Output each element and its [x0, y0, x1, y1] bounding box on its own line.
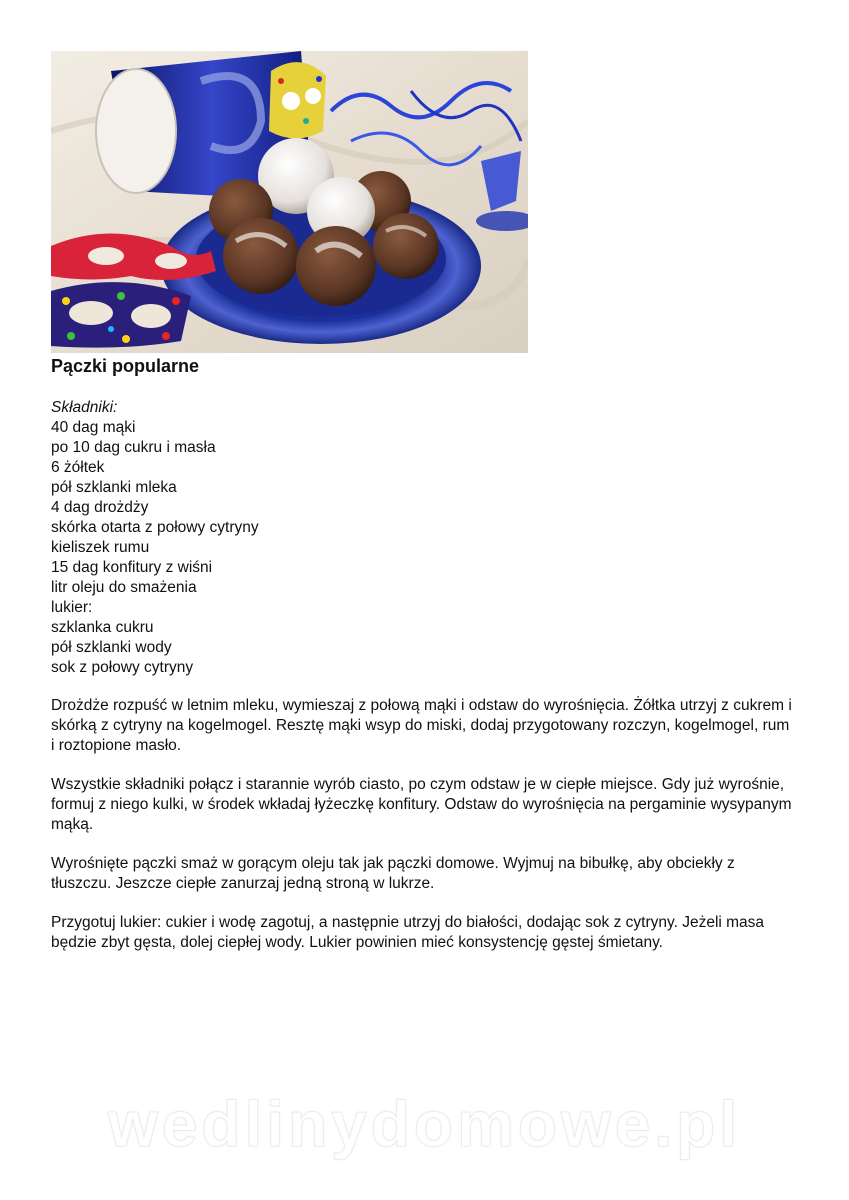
donuts-on-plate-image	[51, 51, 528, 353]
ingredient-item: lukier:	[51, 599, 93, 616]
recipe-title: Pączki popularne	[51, 356, 200, 376]
ingredient-item: skórka otarta z połowy cytryny	[51, 519, 259, 536]
ingredient-item: 6 żółtek	[51, 459, 105, 476]
ingredient-item: pół szklanki wody	[51, 639, 172, 656]
ingredient-item: szklanka cukru	[51, 619, 154, 636]
ingredient-item: 4 dag drożdży	[51, 499, 149, 516]
ingredient-item: 40 dag mąki	[51, 419, 136, 436]
step-paragraph: Wyrośnięte pączki smaż w gorącym oleju tak jak pączki domowe. Wyjmuj na bibułkę, aby obciekły z tłuszczu. Jeszcze ciepłe zanurzaj jedną stroną w lukrze.	[51, 855, 735, 892]
preparation-steps	[51, 696, 796, 972]
ingredient-item: po 10 dag cukru i masła	[51, 439, 216, 456]
ingredient-item: litr oleju do smażenia	[51, 579, 197, 596]
step-paragraph: Drożdże rozpuść w letnim mleku, wymieszaj z połową mąki i odstaw do wyrośnięcia. Żółtka utrzyj z cukrem i skórką z cytryny na kogelmogel. Resztę mąki wsyp do miski, dodaj przygotowany rozczyn, kogelmogel, rum i roztopione masło.	[51, 697, 792, 754]
ingredient-item: kieliszek rumu	[51, 539, 150, 556]
recipe-photo	[51, 51, 528, 353]
ingredients-label: Składniki:	[51, 399, 118, 416]
ingredient-item: sok z połowy cytryny	[51, 659, 194, 676]
step-paragraph: Wszystkie składniki połącz i starannie wyrób ciasto, po czym odstaw je w ciepłe miejsce. Gdy już wyrośnie, formuj z niego kulki, w środek wkładaj łyżeczkę konfitury. Odstaw do wyrośnięcia na pergaminie wysypanym mąką.	[51, 776, 792, 833]
ingredients-list	[51, 418, 259, 678]
watermark: wedlinydomowe.pl	[108, 1088, 741, 1160]
ingredients-section	[51, 398, 259, 678]
ingredient-item: 15 dag konfitury z wiśni	[51, 559, 213, 576]
step-paragraph: Przygotuj lukier: cukier i wodę zagotuj, a następnie utrzyj do białości, dodając sok z cytryny. Jeżeli masa będzie zbyt gęsta, dolej ciepłej wody. Lukier powinien mieć konsystencję gęstej śmietany.	[51, 914, 765, 951]
ingredient-item: pół szklanki mleka	[51, 479, 177, 496]
